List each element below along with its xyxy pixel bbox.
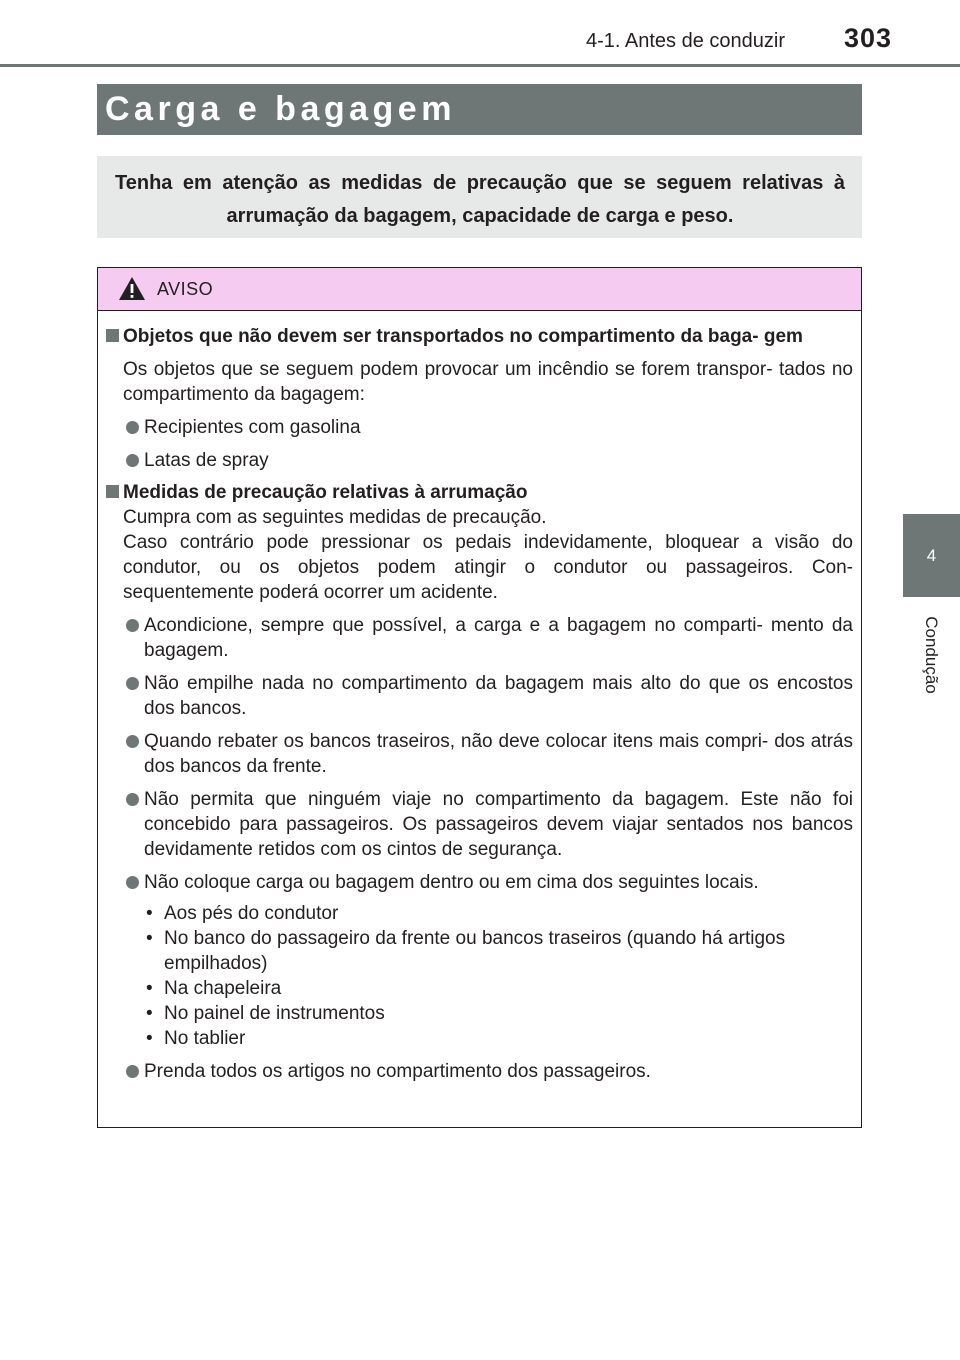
sub-list-item-text: Aos pés do condutor xyxy=(164,903,339,924)
circle-bullet-icon xyxy=(126,876,139,889)
list-item xyxy=(106,787,853,862)
circle-bullet-icon xyxy=(126,735,139,748)
circle-bullet-icon xyxy=(126,1065,139,1078)
sub-list xyxy=(106,901,853,1051)
circle-bullet-icon xyxy=(126,677,139,690)
section-heading-text: Medidas de precaução relativas à arrumação xyxy=(123,482,528,503)
chapter-tab xyxy=(903,514,960,597)
list-item-text: Não permita que ninguém viaje no compartimento da bagagem. Este não foi concebido para passageiros. Os passageiros devem viajar sentados nos bancos devidamente retidos com os cintos de segurança. xyxy=(144,789,853,860)
sub-list-item: • Na chapeleira xyxy=(146,978,282,999)
paragraph: Cumpra com as seguintes medidas de precaução. xyxy=(123,507,547,528)
list-item xyxy=(106,415,853,440)
list-item-text: Quando rebater os bancos traseiros, não deve colocar itens mais compri- dos atrás dos bancos da frente. xyxy=(144,731,853,777)
square-bullet-icon xyxy=(106,485,119,498)
sub-list-item-text: No painel de instrumentos xyxy=(164,1003,385,1024)
warning-box xyxy=(97,267,862,1128)
sub-list-item-text: No banco do passageiro da frente ou bancos traseiros (quando há artigos empilhados) xyxy=(164,928,786,974)
page-number: 303 xyxy=(844,23,893,53)
warning-label: AVISO xyxy=(157,279,214,299)
warning-body xyxy=(98,311,861,1084)
warning-triangle-icon xyxy=(118,276,146,301)
sub-list-item: • No tablier xyxy=(146,1028,246,1049)
sub-list-item: • No banco do passageiro da frente ou bancos traseiros (quando há artigos empilhados) xyxy=(146,928,786,974)
warning-header xyxy=(98,268,861,311)
section-heading xyxy=(106,324,853,349)
circle-bullet-icon xyxy=(126,619,139,632)
section-title: 4-1. Antes de conduzir xyxy=(586,30,786,52)
list-item-text: Prenda todos os artigos no compartimento dos passageiros. xyxy=(144,1061,651,1082)
chapter-label: Condução xyxy=(922,616,941,694)
section-heading-text: Objetos que não devem ser transportados no compartimento da baga- gem xyxy=(123,326,803,347)
list-item-text: Não coloque carga ou bagagem dentro ou em cima dos seguintes locais. xyxy=(144,872,759,893)
section-heading xyxy=(106,480,853,505)
list-item xyxy=(106,448,853,473)
sub-list-item: • No painel de instrumentos xyxy=(146,1003,385,1024)
page-heading: Carga e bagagem xyxy=(97,84,862,135)
sub-list-item-text: No tablier xyxy=(164,1028,246,1049)
list-item xyxy=(106,613,853,663)
list-item xyxy=(106,729,853,779)
circle-bullet-icon xyxy=(126,793,139,806)
header-divider xyxy=(0,64,960,67)
intro-text: Tenha em atenção as medidas de precaução que se seguem relativas à arrumação da bagagem, capacidade de carga e peso. xyxy=(97,156,862,238)
sub-list-item-text: Na chapeleira xyxy=(164,978,282,999)
circle-bullet-icon xyxy=(126,421,139,434)
chapter-number: 4 xyxy=(926,545,937,565)
list-item xyxy=(106,870,853,895)
sub-list-item: • Aos pés do condutor xyxy=(146,903,339,924)
list-item xyxy=(106,671,853,721)
list-item-text: Recipientes com gasolina xyxy=(144,417,361,438)
list-item-text: Acondicione, sempre que possível, a carga e a bagagem no comparti- mento da bagagem. xyxy=(144,615,853,661)
list-item xyxy=(106,1059,853,1084)
paragraph: Caso contrário pode pressionar os pedais indevidamente, bloquear a visão do condutor, ou os objetos podem atingir o condutor ou passageiros. Con- sequentemente poderá ocorrer um acidente. xyxy=(123,532,853,603)
square-bullet-icon xyxy=(106,329,119,342)
paragraph: Os objetos que se seguem podem provocar um incêndio se forem transpor- tados no compartimento da bagagem: xyxy=(123,359,853,405)
circle-bullet-icon xyxy=(126,454,139,467)
list-item-text: Latas de spray xyxy=(144,450,269,471)
list-item-text: Não empilhe nada no compartimento da bagagem mais alto do que os encostos dos bancos. xyxy=(144,673,853,719)
